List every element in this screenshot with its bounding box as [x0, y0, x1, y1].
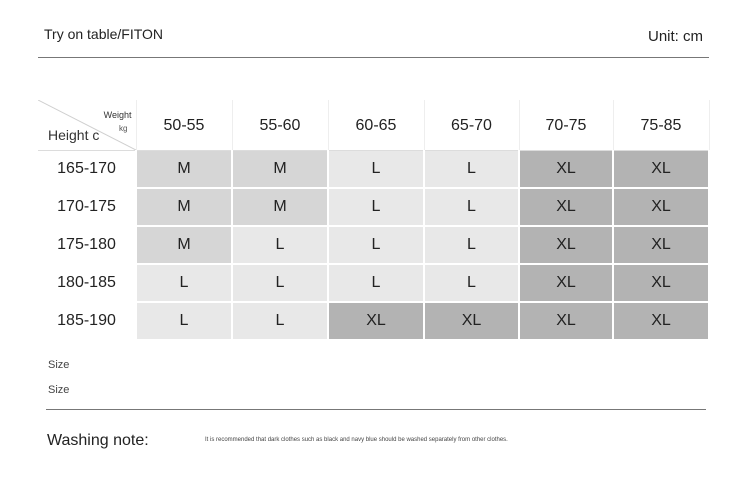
size-cell: L — [136, 302, 232, 340]
weight-column-header: 65-70 — [424, 100, 519, 151]
height-row-header: 170-175 — [38, 188, 136, 226]
corner-cell — [38, 100, 136, 151]
table-row — [38, 302, 709, 340]
weight-axis-label: Weight — [103, 110, 132, 120]
size-cell: XL — [613, 226, 709, 264]
size-cell: XL — [519, 151, 613, 189]
page-title: Try on table/FITON — [44, 26, 164, 42]
size-cell: L — [328, 151, 424, 189]
table-row — [38, 151, 709, 189]
height-row-header: 175-180 — [38, 226, 136, 264]
washing-note-label: Washing note: — [47, 432, 149, 449]
size-cell: L — [328, 188, 424, 226]
weight-column-header: 55-60 — [232, 100, 328, 151]
size-cell: L — [232, 226, 328, 264]
size-cell: L — [424, 188, 519, 226]
size-cell: L — [424, 226, 519, 264]
size-cell: L — [328, 226, 424, 264]
size-cell: L — [136, 264, 232, 302]
size-note: Size — [48, 384, 70, 396]
size-cell: L — [232, 264, 328, 302]
bottom-divider — [46, 409, 706, 410]
size-cell: XL — [613, 264, 709, 302]
header-row — [38, 100, 709, 151]
height-row-header: 180-185 — [38, 264, 136, 302]
height-row-header: 185-190 — [38, 302, 136, 340]
table-row — [38, 226, 709, 264]
size-cell: XL — [328, 302, 424, 340]
size-cell: L — [424, 151, 519, 189]
washing-note-text: It is recommended that dark clothes such as black and navy blue should be washed separately from other clothes. — [205, 437, 508, 443]
weight-column-header: 60-65 — [328, 100, 424, 151]
size-cell: L — [328, 264, 424, 302]
size-cell: M — [136, 151, 232, 189]
size-cell: M — [232, 188, 328, 226]
weight-unit-label: kg — [119, 124, 128, 133]
size-cell: XL — [519, 226, 613, 264]
weight-column-header: 75-85 — [613, 100, 709, 151]
size-cell: XL — [613, 151, 709, 189]
table-row — [38, 188, 709, 226]
size-cell: M — [136, 226, 232, 264]
table-row — [38, 264, 709, 302]
size-cell: XL — [424, 302, 519, 340]
size-note: Size — [48, 359, 70, 371]
height-axis-label: Height c — [48, 127, 100, 143]
height-row-header: 165-170 — [38, 151, 136, 189]
size-cell: L — [424, 264, 519, 302]
size-cell: M — [232, 151, 328, 189]
size-cell: XL — [613, 302, 709, 340]
top-divider — [38, 57, 709, 58]
size-cell: XL — [613, 188, 709, 226]
weight-column-header: 50-55 — [136, 100, 232, 151]
unit-label: Unit: cm — [647, 28, 703, 45]
weight-column-header: 70-75 — [519, 100, 613, 151]
size-cell: XL — [519, 302, 613, 340]
size-cell: XL — [519, 264, 613, 302]
size-chart-table — [38, 100, 710, 341]
size-cell: M — [136, 188, 232, 226]
size-cell: L — [232, 302, 328, 340]
size-cell: XL — [519, 188, 613, 226]
